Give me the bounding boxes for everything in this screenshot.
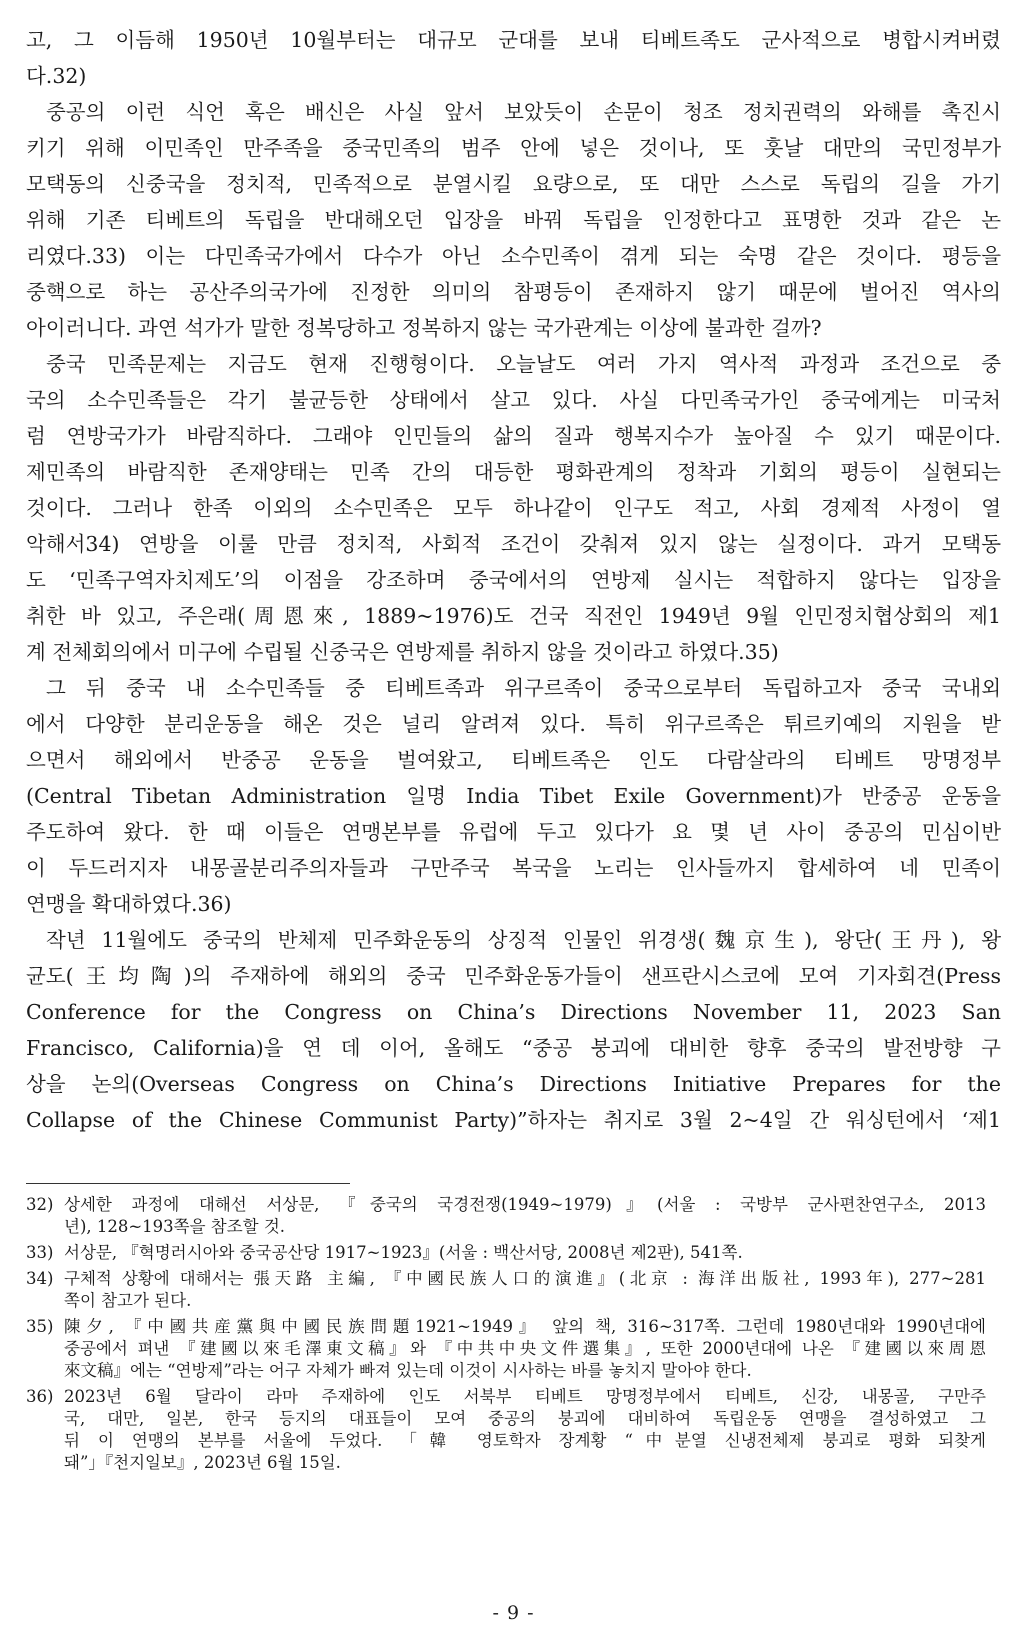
footnote-line: 뒤 이 연맹의 본부를 서울에 두었다. 「韓 영토학자 장계황 “中분열 신냉전체제 붕괴로 평화 되찾게 bbox=[64, 1431, 986, 1450]
body-line: 에서 다양한 분리운동을 해온 것은 널리 알려져 있다. 특히 위구르족은 튀르키예의 지원을 받 bbox=[26, 712, 1001, 736]
body-line: 고, 그 이듬해 1950년 10월부터는 대규모 군대를 보내 티베트족도 군사적으로 병합시켜버렸 bbox=[26, 28, 1001, 52]
body-line: 악해서34) 연방을 이룰 만큼 정치적, 사회적 조건이 갖춰져 있지 않는 실정이다. 과거 모택동 bbox=[26, 532, 1001, 556]
body-line: 아이러니다. 과연 석가가 말한 정복당하고 정복하지 않는 국가관계는 이상에 불과한 걸까? bbox=[26, 316, 822, 340]
footnote-34 bbox=[26, 1268, 986, 1312]
footnote-35 bbox=[26, 1316, 986, 1382]
footnote-line: 陳夕, 『中國共産黨與中國民族問題1921~1949』 앞의 책, 316~317쪽. 그런데 1980년대와 1990년대에 bbox=[64, 1317, 986, 1336]
footnote-line: 돼”」『천지일보』, 2023년 6월 15일. bbox=[64, 1453, 341, 1472]
body-line: 리였다.33) 이는 다민족국가에서 다수가 아닌 소수민족이 겪게 되는 숙명 같은 것이다. 평등을 bbox=[26, 244, 1001, 268]
body-line: 도 ‘민족구역자치제도’의 이점을 강조하며 중국에서의 연방제 실시는 적합하지 않다는 입장을 bbox=[26, 568, 1001, 592]
footnote-36 bbox=[26, 1386, 986, 1474]
body-line: 이 두드러지자 내몽골분리주의자들과 구만주국 복국을 노리는 인사들까지 합세하여 네 민족이 bbox=[26, 856, 1001, 880]
footnote-line: 중공에서 펴낸 『建國以來毛澤東文稿』와 『中共中央文件選集』, 또한 2000년대에 나온 『建國以來周恩 bbox=[64, 1339, 986, 1358]
footnote-number: 34) bbox=[26, 1269, 54, 1288]
footnote-line: 년), 128~193쪽을 참조할 것. bbox=[64, 1217, 286, 1236]
body-line: 중국 민족문제는 지금도 현재 진행형이다. 오늘날도 여러 가지 역사적 과정과 조건으로 중 bbox=[46, 352, 1001, 376]
body-line: Collapse of the Chinese Communist Party)”하자는 취지로 3월 2~4일 간 워싱턴에서 ‘제1 bbox=[26, 1108, 1001, 1132]
footnote-number: 36) bbox=[26, 1387, 54, 1406]
footnote-number: 35) bbox=[26, 1317, 54, 1336]
body-line: 으면서 해외에서 반중공 운동을 벌여왔고, 티베트족은 인도 다람살라의 티베트 망명정부 bbox=[26, 748, 1001, 772]
footnote-line: 상세한 과정에 대해선 서상문, 『중국의 국경전쟁(1949~1979)』(서울 : 국방부 군사편찬연구소, 2013 bbox=[64, 1195, 986, 1214]
body-text bbox=[26, 22, 1001, 1138]
body-line: 연맹을 확대하였다.36) bbox=[26, 892, 232, 916]
body-line: 키기 위해 이민족인 만주족을 중국민족의 범주 안에 넣은 것이나, 또 훗날 대만의 국민정부가 bbox=[26, 136, 1001, 160]
footnote-line: 쪽이 참고가 된다. bbox=[64, 1291, 192, 1310]
body-line: 것이다. 그러나 한족 이외의 소수민족은 모두 하나같이 인구도 적고, 사회 경제적 사정이 열 bbox=[26, 496, 1001, 520]
footnote-line: 來文稿』에는 “연방제”라는 어구 자체가 빠져 있는데 이것이 시사하는 바를 놓치지 말아야 한다. bbox=[64, 1361, 752, 1380]
body-line: (Central Tibetan Administration 일명 India Tibet Exile Government)가 반중공 운동을 bbox=[26, 784, 1001, 808]
footnote-number: 33) bbox=[26, 1243, 54, 1262]
body-line: 중핵으로 하는 공산주의국가에 진정한 의미의 참평등이 존재하지 않기 때문에 벌어진 역사의 bbox=[26, 280, 1001, 304]
footnote-line: 국, 대만, 일본, 한국 등지의 대표들이 모여 중공의 붕괴에 대비하여 독립운동 연맹을 결성하였고 그 bbox=[64, 1409, 986, 1428]
footnote-divider bbox=[26, 1183, 350, 1184]
body-line: 위해 기존 티베트의 독립을 반대해오던 입장을 바꿔 독립을 인정한다고 표명한 것과 같은 논 bbox=[26, 208, 1001, 232]
page-number: - 9 - bbox=[492, 1602, 535, 1624]
body-line: 그 뒤 중국 내 소수민족들 중 티베트족과 위구르족이 중국으로부터 독립하고자 중국 국내외 bbox=[46, 676, 1001, 700]
body-line: 상을 논의(Overseas Congress on China’s Directions Initiative Prepares for the bbox=[26, 1072, 1001, 1096]
body-line: 중공의 이런 식언 혹은 배신은 사실 앞서 보았듯이 손문이 청조 정치권력의 와해를 촉진시 bbox=[46, 100, 1001, 124]
footnote-line: 구체적 상황에 대해서는 張天路 主編, 『中國民族人口的演進』(北京 : 海洋出版社, 1993年), 277~281 bbox=[64, 1269, 986, 1288]
body-line: Conference for the Congress on China’s Directions November 11, 2023 San bbox=[26, 1000, 1001, 1024]
footnotes bbox=[26, 1194, 986, 1478]
footnote-line: 2023년 6월 달라이 라마 주재하에 인도 서북부 티베트 망명정부에서 티베트, 신강, 내몽골, 구만주 bbox=[64, 1387, 986, 1406]
footnote-line: 서상문, 『혁명러시아와 중국공산당 1917~1923』(서울 : 백산서당, 2008년 제2판), 541쪽. bbox=[64, 1243, 743, 1262]
body-line: 모택동의 신중국을 정치적, 민족적으로 분열시킬 요량으로, 또 대만 스스로 독립의 길을 가기 bbox=[26, 172, 1001, 196]
footnote-number: 32) bbox=[26, 1195, 54, 1214]
footnote-33 bbox=[26, 1242, 986, 1264]
footnote-32 bbox=[26, 1194, 986, 1238]
body-line: 럼 연방국가가 바람직하다. 그래야 인민들의 삶의 질과 행복지수가 높아질 수 있기 때문이다. bbox=[26, 424, 1001, 448]
body-line: 국의 소수민족들은 각기 불균등한 상태에서 살고 있다. 사실 다민족국가인 중국에게는 미국처 bbox=[26, 388, 1001, 412]
body-line: 제민족의 바람직한 존재양태는 민족 간의 대등한 평화관계의 정착과 기회의 평등이 실현되는 bbox=[26, 460, 1001, 484]
body-line: 계 전체회의에서 미구에 수립될 신중국은 연방제를 취하지 않을 것이라고 하였다.35) bbox=[26, 640, 779, 664]
body-line: 주도하여 왔다. 한 때 이들은 연맹본부를 유럽에 두고 있다가 요 몇 년 사이 중공의 민심이반 bbox=[26, 820, 1001, 844]
body-line: 작년 11월에도 중국의 반체제 민주화운동의 상징적 인물인 위경생(魏京生), 왕단(王丹), 왕 bbox=[46, 928, 1001, 952]
body-line: 균도(王均陶)의 주재하에 해외의 중국 민주화운동가들이 샌프란시스코에 모여 기자회견(Press bbox=[26, 964, 1001, 988]
body-line: 취한 바 있고, 주은래(周恩來, 1889~1976)도 건국 직전인 1949년 9월 인민정치협상회의 제1 bbox=[26, 604, 1001, 628]
body-line: Francisco, California)을 연 데 이어, 올해도 “중공 붕괴에 대비한 향후 중국의 발전방향 구 bbox=[26, 1036, 1001, 1060]
body-line: 다.32) bbox=[26, 64, 87, 88]
